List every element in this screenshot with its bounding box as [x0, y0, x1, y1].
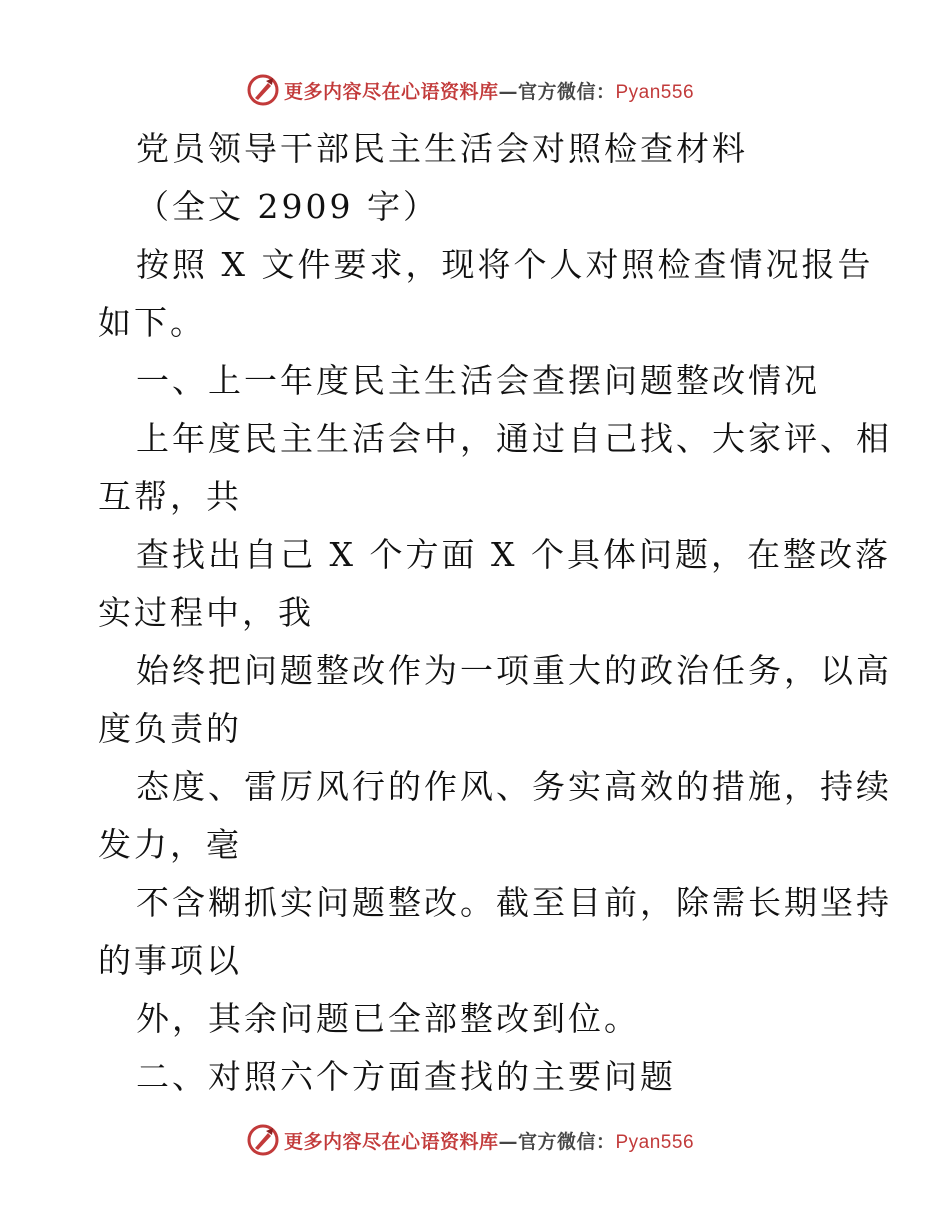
- document-line: 发力，毫: [98, 825, 242, 864]
- document-line: 如下。: [98, 303, 206, 342]
- document-line: 一、上一年度民主生活会查摆问题整改情况: [136, 361, 820, 400]
- watermark-footer: [0, 1120, 950, 1160]
- document-title: 党员领导干部民主生活会对照检查材料: [136, 129, 748, 168]
- watermark-account: Pyan556: [615, 1131, 695, 1153]
- watermark-brand: 更多内容尽在心语资料库: [283, 80, 499, 103]
- document-line: 查找出自己 X 个方面 X 个具体问题，在整改落: [136, 535, 891, 574]
- watermark-separator: —: [498, 1130, 518, 1153]
- watermark-official: 官方微信：: [517, 1130, 616, 1153]
- document-line: 二、对照六个方面查找的主要问题: [136, 1057, 676, 1096]
- document-body: [98, 120, 892, 1106]
- watermark-separator: —: [498, 80, 518, 103]
- document-line: 外，其余问题已全部整改到位。: [136, 999, 640, 1038]
- document-line: （全文 2909 字）: [136, 187, 439, 226]
- document-line: 上年度民主生活会中，通过自己找、大家评、相: [136, 419, 892, 458]
- quill-logo-icon: [246, 73, 280, 107]
- document-line: 度负责的: [98, 709, 242, 748]
- quill-logo-icon: [246, 1123, 280, 1157]
- document-line: 互帮，共: [98, 477, 242, 516]
- document-line: 的事项以: [98, 941, 242, 980]
- document-line: 按照 X 文件要求，现将个人对照检查情况报告: [136, 245, 874, 284]
- document-line: 始终把问题整改作为一项重大的政治任务，以高: [136, 651, 892, 690]
- document-line: 不含糊抓实问题整改。截至目前，除需长期坚持: [136, 883, 892, 922]
- watermark-account: Pyan556: [615, 81, 695, 103]
- watermark-brand: 更多内容尽在心语资料库: [283, 1130, 499, 1153]
- document-line: 态度、雷厉风行的作风、务实高效的措施，持续: [136, 767, 892, 806]
- watermark-header: [0, 70, 950, 110]
- watermark-text: [284, 77, 694, 104]
- watermark-text: [284, 1127, 694, 1154]
- document-line: 实过程中，我: [98, 593, 314, 632]
- watermark-official: 官方微信：: [517, 80, 616, 103]
